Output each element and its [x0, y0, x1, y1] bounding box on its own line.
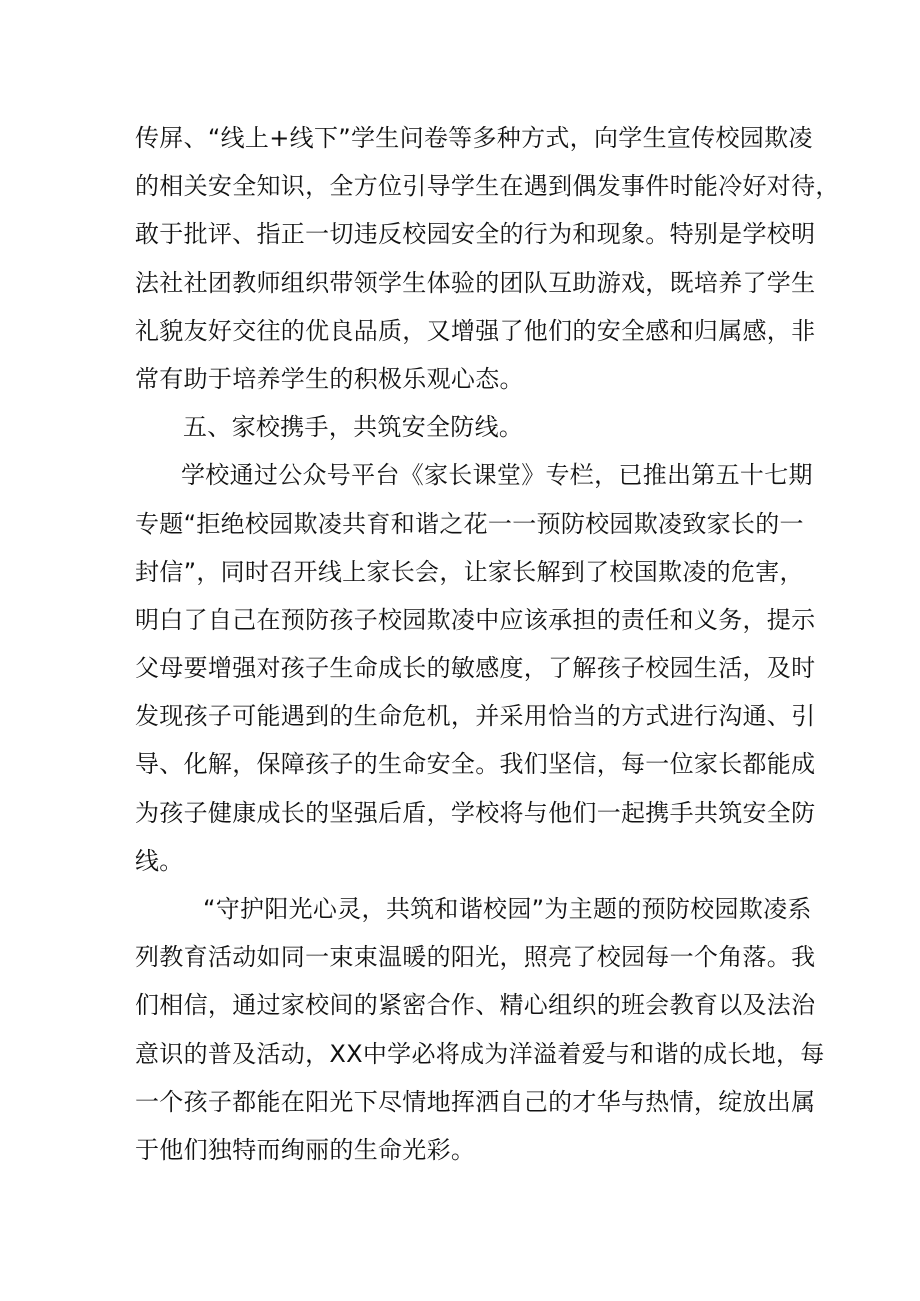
paragraph-line: 明白了自己在预防孩子校园欺凌中应该承担的责任和义务，提示 — [135, 605, 816, 634]
paragraph-line: 线。 — [135, 846, 184, 875]
paragraph-line: 敢于批评、指正一切违反校园安全的行为和现象。特别是学校明 — [135, 220, 816, 249]
paragraph-line: 的相关安全知识，全方位引导学生在遇到偶发事件时能冷好对待， — [135, 172, 840, 201]
paragraph-line: 父母要增强对孩子生命成长的敏感度，了解孩子校园生活，及时 — [135, 654, 816, 683]
paragraph-line: 法社社团教师组织带领学生体验的团队互助游戏，既培养了学生 — [135, 268, 816, 297]
paragraph-line: 传屏、“线上+线下”学生问卷等多种方式，向学生宣传校园欺凌 — [135, 124, 813, 152]
paragraph-line: 于他们独特而绚丽的生命光彩。 — [135, 1135, 476, 1164]
paragraph-line: 意识的普及活动，XX中学必将成为洋溢着爱与和谐的成长地，每 — [135, 1039, 825, 1068]
paragraph-line: 一个孩子都能在阳光下尽情地挥洒自己的才华与热情，绽放出属 — [135, 1087, 816, 1116]
paragraph-line: 导、化解，保障孩子的生命安全。我们坚信，每一位家长都能成 — [135, 750, 816, 779]
paragraph-line: 礼貌友好交往的优良品质，又增强了他们的安全感和归属感，非 — [135, 316, 816, 345]
document-body — [135, 114, 840, 1174]
section-heading: 五、家校携手，共筑安全防线。 — [183, 413, 524, 442]
paragraph-line: 常有助于培养学生的积极乐观心态。 — [135, 364, 524, 393]
paragraph-line: 学校通过公众号平台《家长课堂》专栏，已推出第五十七期 — [181, 461, 813, 490]
paragraph-line: “守护阳光心灵，共筑和谐校园”为主题的预防校园欺凌系 — [203, 895, 812, 923]
paragraph-line: 发现孩子可能遇到的生命危机，并采用恰当的方式进行沟通、引 — [135, 702, 816, 731]
paragraph-line: 专题“拒绝校园欺凌共育和谐之花一一预防校园欺凌致家长的一 — [135, 509, 804, 538]
paragraph-line: 封信”，同时召开线上家长会，让家长解到了校国欺凌的危害， — [135, 557, 804, 586]
paragraph-line: 列教育活动如同一束束温暖的阳光，照亮了校园每一个角落。我 — [135, 943, 816, 972]
paragraph-line: 们相信，通过家校间的紧密合作、精心组织的班会教育以及法治 — [135, 991, 816, 1020]
paragraph-line: 为孩子健康成长的坚强后盾，学校将与他们一起携手共筑安全防 — [135, 798, 816, 827]
